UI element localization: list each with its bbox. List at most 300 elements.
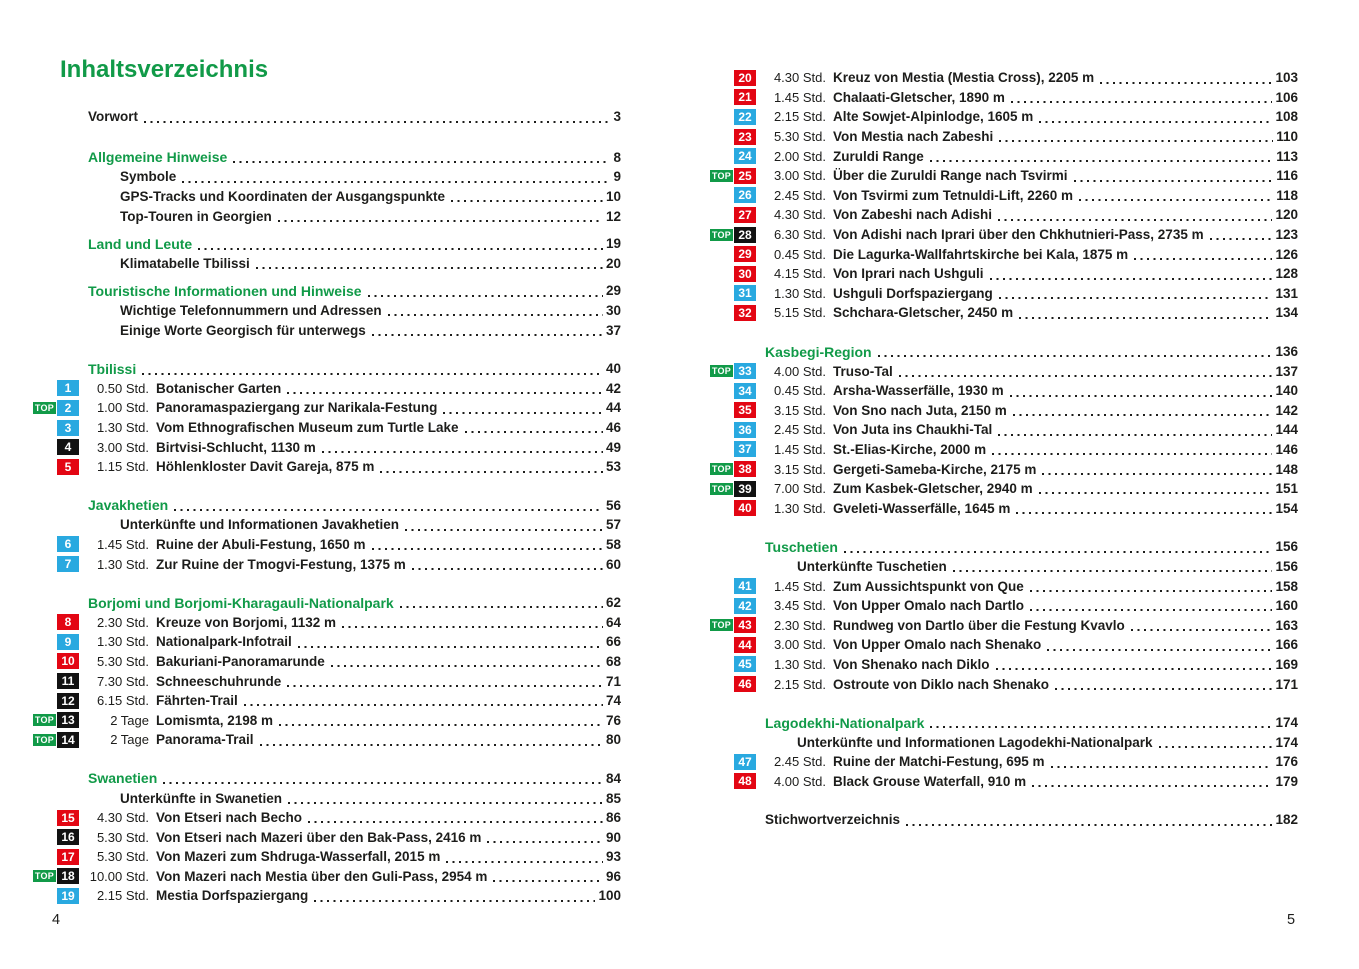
toc-section: [710, 810, 1298, 830]
printed-page-number-left: 4: [52, 912, 61, 928]
tour-title: Ruine der Abuli-Festung, 1650 m: [156, 536, 366, 552]
tour-title: Zuruldi Range: [833, 148, 924, 164]
tour-duration: 2.30 Std.: [773, 617, 826, 633]
tour-title: Zum Kasbek-Gletscher, 2940 m: [833, 481, 1033, 497]
tour-duration: 2.00 Std.: [773, 148, 826, 164]
tour-duration: 1.30 Std.: [773, 285, 826, 301]
dot-leader: [322, 451, 603, 453]
tour-number-cell: [734, 363, 760, 379]
tour-number-cell: [57, 732, 83, 748]
dot-leader: [314, 900, 595, 902]
tour-number-badge: 39: [734, 481, 756, 497]
tour-number-badge: 9: [57, 634, 79, 650]
entry-page-number: 156: [1275, 558, 1298, 574]
dot-leader: [1100, 82, 1272, 84]
toc-section: [33, 281, 621, 340]
dot-leader: [279, 724, 603, 726]
entry-page-number: 90: [605, 829, 621, 845]
tour-number-badge: 11: [57, 673, 79, 689]
toc-tour-entry: [710, 127, 1298, 147]
page-title: Inhaltsverzeichnis: [60, 56, 269, 83]
entry-page-number: 118: [1276, 187, 1298, 203]
entry-page-number: 85: [605, 790, 621, 806]
dot-leader: [493, 880, 603, 882]
toc-tour-entry: [710, 264, 1298, 284]
toc-section: [33, 148, 621, 226]
entry-page-number: 86: [605, 810, 621, 826]
entry-page-number: 96: [605, 868, 621, 884]
tour-duration: 2.15 Std.: [96, 888, 149, 904]
toc-tour-entry: [710, 186, 1298, 206]
dot-leader: [1032, 785, 1272, 787]
tour-number-cell: [57, 829, 83, 845]
entry-label: Unterkünfte und Informationen Lagodekhi-Nationalpark: [797, 734, 1153, 750]
tour-title: Panoramaspaziergang zur Narikala-Festung: [156, 400, 438, 416]
toc-text-entry: [33, 515, 621, 535]
tour-title: Ruine der Matchi-Festung, 695 m: [833, 754, 1045, 770]
dot-leader: [287, 685, 603, 687]
tour-number-cell: [734, 578, 760, 594]
tour-duration: 1.15 Std.: [96, 459, 149, 475]
dot-leader: [182, 181, 610, 183]
toc-tour-entry: [710, 401, 1298, 421]
dot-leader: [1051, 766, 1273, 768]
entry-page-number: 44: [605, 400, 621, 416]
toc-tour-entry: [710, 284, 1298, 304]
tour-title: Nationalpark-Infotrail: [156, 634, 292, 650]
tour-title: Panorama-Trail: [156, 732, 254, 748]
tour-number-badge: 6: [57, 536, 79, 552]
entry-page-number: 136: [1275, 344, 1298, 360]
entry-label: Unterkünfte in Swanetien: [120, 790, 283, 806]
entry-page-number: 179: [1275, 773, 1298, 789]
tour-number-badge: 46: [734, 676, 756, 692]
dot-leader: [1039, 492, 1273, 494]
dot-leader: [878, 355, 1273, 357]
top-badge: TOP: [711, 366, 732, 377]
dot-leader: [256, 267, 603, 269]
tour-duration: 6.30 Std.: [773, 227, 826, 243]
dot-leader: [308, 821, 603, 823]
toc-section: [710, 713, 1298, 791]
tour-number-cell: [734, 89, 760, 105]
tour-number-cell: [734, 207, 760, 223]
tour-duration: 10.00 Std.: [89, 868, 149, 884]
entry-page-number: 84: [605, 770, 621, 786]
entry-page-number: 116: [1276, 168, 1298, 184]
tour-number-cell: [57, 868, 83, 884]
toc-tour-entry: [33, 710, 621, 730]
tour-title: Von Mazeri zum Shdruga-Wasserfall, 2015 m: [156, 849, 441, 865]
printed-page-number-right: 5: [1287, 912, 1296, 928]
tour-number-cell: [57, 849, 83, 865]
dot-leader: [1016, 512, 1272, 514]
entry-page-number: 158: [1275, 578, 1298, 594]
tour-title: Zur Ruine der Tmogvi-Festung, 1375 m: [156, 556, 406, 572]
top-badge-cell: [33, 870, 57, 882]
tour-duration: 2.45 Std.: [773, 422, 826, 438]
entry-label: Vorwort: [88, 109, 138, 125]
dot-leader: [287, 392, 603, 394]
tour-number-cell: [734, 266, 760, 282]
dot-leader: [990, 278, 1273, 280]
entry-page-number: 76: [605, 712, 621, 728]
tour-duration: 3.15 Std.: [773, 402, 826, 418]
toc-tour-entry: [710, 107, 1298, 127]
tour-number-badge: 36: [734, 422, 756, 438]
tour-title: Kreuz von Mestia (Mestia Cross), 2205 m: [833, 70, 1095, 86]
dot-leader: [899, 375, 1273, 377]
dot-leader: [1159, 746, 1273, 748]
toc-text-entry: [33, 254, 621, 274]
toc-tour-entry: [710, 635, 1298, 655]
tour-duration: 6.15 Std.: [96, 693, 149, 709]
tour-duration: 5.15 Std.: [773, 305, 826, 321]
toc-tour-entry: [33, 808, 621, 828]
entry-page-number: 62: [605, 595, 621, 611]
toc-tour-entry: [33, 867, 621, 887]
entry-page-number: 40: [605, 361, 621, 377]
tour-duration: 1.30 Std.: [773, 656, 826, 672]
entry-page-number: 137: [1275, 363, 1298, 379]
toc-tour-entry: [33, 632, 621, 652]
dot-leader: [1074, 180, 1274, 182]
top-badge: TOP: [34, 402, 55, 413]
entry-page-number: 71: [605, 673, 621, 689]
section-heading-row: [33, 148, 621, 168]
tour-number-badge: 26: [734, 187, 756, 203]
dot-leader: [1030, 609, 1272, 611]
dot-leader: [1055, 688, 1272, 690]
toc-tour-entry: [710, 303, 1298, 323]
tour-duration: 3.15 Std.: [773, 461, 826, 477]
tour-number-cell: [734, 461, 760, 477]
tour-number-cell: [734, 305, 760, 321]
entry-page-number: 68: [605, 653, 621, 669]
tour-duration: 2.15 Std.: [773, 109, 826, 125]
tour-title: Bakuriani-Panoramarunde: [156, 653, 325, 669]
tour-number-badge: 44: [734, 637, 756, 653]
entry-page-number: 19: [605, 236, 621, 252]
toc-text-entry: [710, 732, 1298, 752]
dot-leader: [244, 704, 603, 706]
tour-number-cell: [734, 285, 760, 301]
toc-column-left: [33, 107, 621, 906]
tour-title: Zum Aussichtspunkt von Que: [833, 578, 1024, 594]
tour-title: Mestia Dorfspaziergang: [156, 888, 309, 904]
dot-leader: [906, 824, 1272, 826]
dot-leader: [342, 626, 603, 628]
toc-section: [33, 107, 621, 127]
toc-tour-entry: [710, 146, 1298, 166]
toc-text-entry: [33, 187, 621, 207]
top-badge: TOP: [34, 715, 55, 726]
toc-text-entry: [710, 810, 1298, 830]
tour-title: Von Mestia nach Zabeshi: [833, 129, 994, 145]
tour-number-cell: [57, 420, 83, 436]
entry-label: Unterkünfte und Informationen Javakhetien: [120, 517, 400, 533]
tour-duration: 5.30 Std.: [773, 129, 826, 145]
tour-title: Rundweg von Dartlo über die Festung Kvavlo: [833, 617, 1125, 633]
top-badge-cell: [710, 483, 734, 495]
tour-title: Von Etseri nach Mazeri über den Bak-Pass, 2416 m: [156, 829, 482, 845]
tour-number-cell: [734, 109, 760, 125]
dot-leader: [1042, 473, 1272, 475]
entry-page-number: 9: [613, 169, 621, 185]
toc-tour-entry: [33, 886, 621, 906]
toc-column-right: [710, 68, 1298, 830]
tour-title: Alte Sowjet-Alpinlodge, 1605 m: [833, 109, 1034, 125]
tour-number-badge: 45: [734, 656, 756, 672]
toc-tour-entry: [33, 652, 621, 672]
tour-title: Von Shenako nach Diklo: [833, 656, 990, 672]
section-heading: Kasbegi-Region: [765, 343, 872, 360]
toc-tour-entry: [33, 418, 621, 438]
dot-leader: [930, 160, 1273, 162]
tour-number-cell: [57, 439, 83, 455]
entry-page-number: 108: [1275, 109, 1298, 125]
tour-duration: 1.30 Std.: [96, 420, 149, 436]
toc-tour-entry: [710, 674, 1298, 694]
tour-duration: 2.45 Std.: [773, 187, 826, 203]
tour-title: Chalaati-Gletscher, 1890 m: [833, 89, 1005, 105]
toc-text-entry: [33, 107, 621, 127]
entry-page-number: 74: [605, 693, 621, 709]
tour-duration: 4.15 Std.: [773, 266, 826, 282]
tour-duration: 2 Tage: [110, 712, 149, 728]
dot-leader: [1030, 590, 1273, 592]
tour-title: Über die Zuruldi Range nach Tsvirmi: [833, 168, 1068, 184]
tour-duration: 1.45 Std.: [773, 89, 826, 105]
section-heading-row: [710, 537, 1298, 557]
tour-duration: 5.30 Std.: [96, 829, 149, 845]
tour-duration: 4.30 Std.: [773, 207, 826, 223]
tour-duration: 4.00 Std.: [773, 363, 826, 379]
tour-duration: 1.00 Std.: [96, 400, 149, 416]
toc-section: [33, 234, 621, 273]
dot-leader: [198, 248, 603, 250]
top-badge: TOP: [34, 734, 55, 745]
entry-page-number: 169: [1275, 656, 1298, 672]
tour-title: Von Etseri nach Becho: [156, 810, 303, 826]
dot-leader: [233, 161, 610, 163]
tour-duration: 2.15 Std.: [773, 676, 826, 692]
tour-number-cell: [734, 227, 760, 243]
entry-page-number: 58: [605, 536, 621, 552]
tour-duration: 5.30 Std.: [96, 849, 149, 865]
dot-leader: [388, 314, 603, 316]
toc-tour-entry: [33, 379, 621, 399]
top-badge: TOP: [711, 483, 732, 494]
dot-leader: [174, 509, 603, 511]
dot-leader: [372, 334, 603, 336]
entry-page-number: 37: [605, 322, 621, 338]
tour-title: Ushguli Dorfspaziergang: [833, 285, 993, 301]
tour-duration: 5.30 Std.: [96, 653, 149, 669]
entry-page-number: 46: [605, 420, 621, 436]
entry-page-number: 171: [1275, 676, 1298, 692]
tour-number-badge: 14: [57, 732, 79, 748]
tour-number-badge: 18: [57, 868, 79, 884]
tour-number-badge: 30: [734, 266, 756, 282]
tour-duration: 3.00 Std.: [773, 637, 826, 653]
tour-number-cell: [57, 459, 83, 475]
entry-page-number: 20: [605, 255, 621, 271]
tour-number-badge: 17: [57, 849, 79, 865]
tour-number-badge: 47: [734, 754, 756, 770]
tour-number-badge: 33: [734, 363, 756, 379]
toc-tour-entry: [710, 68, 1298, 88]
top-badge: TOP: [711, 620, 732, 631]
toc-tour-entry: [710, 244, 1298, 264]
tour-duration: 2.45 Std.: [773, 754, 826, 770]
toc-tour-entry: [33, 827, 621, 847]
top-badge-cell: [710, 365, 734, 377]
section-heading-row: [33, 769, 621, 789]
entry-page-number: 10: [605, 189, 621, 205]
tour-number-badge: 20: [734, 70, 756, 86]
tour-number-cell: [734, 402, 760, 418]
entry-page-number: 110: [1276, 129, 1298, 145]
tour-number-badge: 28: [734, 227, 756, 243]
entry-page-number: 176: [1275, 754, 1298, 770]
toc-tour-entry: [710, 479, 1298, 499]
tour-title: Gveleti-Wasserfälle, 1645 m: [833, 500, 1011, 516]
tour-number-cell: [734, 70, 760, 86]
tour-number-badge: 15: [57, 810, 79, 826]
tour-title: Birtvisi-Schlucht, 1130 m: [156, 439, 316, 455]
tour-title: Fährten-Trail: [156, 693, 238, 709]
tour-number-cell: [57, 888, 83, 904]
tour-number-cell: [734, 246, 760, 262]
tour-duration: 3.45 Std.: [773, 598, 826, 614]
entry-label: Wichtige Telefonnummern und Adressen: [120, 303, 382, 319]
tour-number-cell: [734, 441, 760, 457]
section-heading: Land und Leute: [88, 235, 193, 252]
entry-page-number: 103: [1275, 70, 1298, 86]
dot-leader: [465, 431, 603, 433]
dot-leader: [953, 570, 1273, 572]
tour-title: Truso-Tal: [833, 363, 893, 379]
top-badge-cell: [710, 619, 734, 631]
section-heading-row: [33, 496, 621, 516]
toc-tour-entry: [710, 615, 1298, 635]
tour-duration: 1.30 Std.: [96, 634, 149, 650]
section-heading-row: [33, 359, 621, 379]
tour-number-cell: [734, 676, 760, 692]
dot-leader: [930, 726, 1272, 728]
tour-number-cell: [57, 693, 83, 709]
dot-leader: [1039, 121, 1272, 123]
top-badge: TOP: [711, 229, 732, 240]
dot-leader: [400, 606, 603, 608]
dot-leader: [999, 140, 1273, 142]
top-badge: TOP: [34, 871, 55, 882]
tour-title: Schneeschuhrunde: [156, 673, 282, 689]
tour-duration: 0.50 Std.: [96, 380, 149, 396]
tour-number-badge: 7: [57, 556, 79, 572]
entry-page-number: 174: [1275, 715, 1298, 731]
tour-number-cell: [734, 129, 760, 145]
tour-number-badge: 4: [57, 439, 79, 455]
tour-number-badge: 35: [734, 402, 756, 418]
toc-tour-entry: [710, 459, 1298, 479]
toc-tour-entry: [710, 772, 1298, 792]
toc-section: [33, 359, 621, 477]
tour-number-badge: 10: [57, 653, 79, 669]
section-heading: Allgemeine Hinweise: [88, 149, 228, 166]
entry-label: Klimatabelle Tbilissi: [120, 255, 250, 271]
top-badge: TOP: [711, 464, 732, 475]
entry-page-number: 131: [1275, 285, 1298, 301]
tour-number-cell: [734, 148, 760, 164]
toc-tour-entry: [33, 691, 621, 711]
dot-leader: [1011, 101, 1273, 103]
tour-number-cell: [734, 637, 760, 653]
tour-number-cell: [57, 673, 83, 689]
toc-section: [710, 342, 1298, 518]
dot-leader: [998, 434, 1272, 436]
tour-number-badge: 34: [734, 383, 756, 399]
tour-number-cell: [57, 536, 83, 552]
tour-number-badge: 12: [57, 693, 79, 709]
toc-text-entry: [33, 788, 621, 808]
toc-section: [710, 537, 1298, 694]
toc-tour-entry: [710, 381, 1298, 401]
toc-tour-entry: [710, 596, 1298, 616]
dot-leader: [999, 297, 1273, 299]
tour-number-cell: [57, 380, 83, 396]
dot-leader: [1079, 199, 1273, 201]
toc-tour-entry: [33, 554, 621, 574]
section-heading: Lagodekhi-Nationalpark: [765, 714, 925, 731]
entry-page-number: 134: [1275, 305, 1298, 321]
dot-leader: [1134, 258, 1272, 260]
tour-duration: 1.30 Std.: [96, 556, 149, 572]
dot-leader: [1210, 238, 1273, 240]
tour-title: Lomismta, 2198 m: [156, 712, 274, 728]
section-heading: Javakhetien: [88, 497, 169, 514]
toc-tour-entry: [710, 420, 1298, 440]
dot-leader: [260, 744, 603, 746]
toc-tour-entry: [710, 498, 1298, 518]
tour-number-cell: [734, 773, 760, 789]
entry-page-number: 12: [605, 208, 621, 224]
dot-leader: [368, 295, 603, 297]
section-heading: Borjomi und Borjomi-Kharagauli-Nationalpark: [88, 594, 394, 611]
tour-number-badge: 48: [734, 773, 756, 789]
tour-number-badge: 23: [734, 129, 756, 145]
entry-page-number: 64: [605, 614, 621, 630]
tour-title: Von Juta ins Chaukhi-Tal: [833, 422, 993, 438]
dot-leader: [992, 453, 1272, 455]
toc-text-entry: [33, 301, 621, 321]
toc-tour-entry: [710, 225, 1298, 245]
tour-duration: 1.45 Std.: [96, 536, 149, 552]
entry-page-number: 53: [605, 459, 621, 475]
top-badge: TOP: [711, 170, 732, 181]
entry-page-number: 8: [613, 149, 621, 165]
tour-title: Von Mazeri nach Mestia über den Guli-Pass, 2954 m: [156, 868, 488, 884]
tour-number-badge: 25: [734, 168, 756, 184]
tour-number-cell: [57, 810, 83, 826]
tour-title: Von Tsvirmi zum Tetnuldi-Lift, 2260 m: [833, 187, 1074, 203]
entry-page-number: 56: [605, 497, 621, 513]
tour-number-badge: 22: [734, 109, 756, 125]
tour-number-cell: [57, 712, 83, 728]
tour-number-cell: [734, 754, 760, 770]
toc-tour-entry: [710, 205, 1298, 225]
